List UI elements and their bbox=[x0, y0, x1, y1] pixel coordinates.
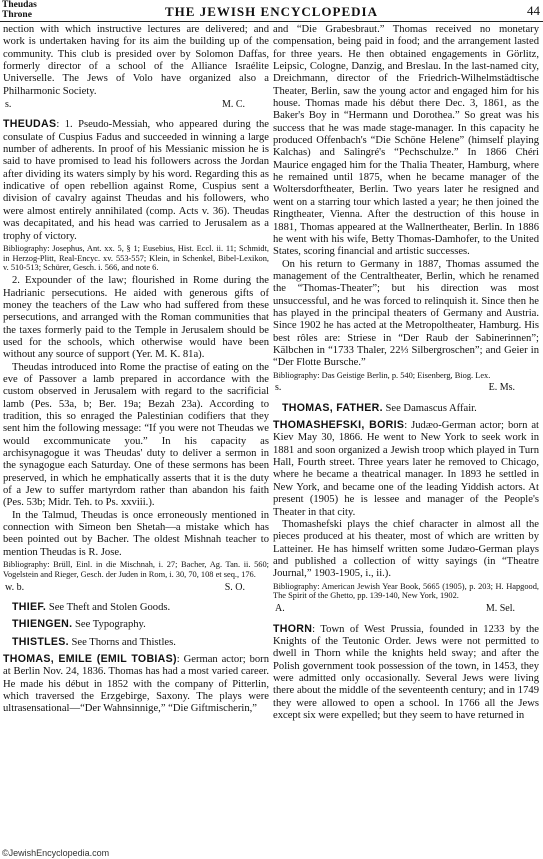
headword: THOMASHEFSKI, BORIS bbox=[273, 419, 405, 432]
entry-thomas-father bbox=[273, 402, 539, 415]
initials: A. bbox=[275, 603, 285, 615]
paragraph: and “Die Grabesbraut.” Thomas received no monetary compensation, being paid in food; and the arrangement lasted for three years. He then obtained engagements in Görlitz, Leipsic, Cologne, Danzig, and Breslau. In the last-named city, Dreichmann, director of the Friedrich-Wilhelmstädtische Theater, Berlin, saw the young actor and engaged him for his house. Thomas made his début there Dec. 3, 1861, as the Baker's Boy in “Hermann und Dorothea.” So great was his success that he was made stage-manager. In this capacity he produced Offenbach's “Die Schöne Helene” (himself playing Kalchas) and Salingré's “Pechschulze.” In 1866 Chéri Maurice engaged him for the Thalia Theater, Hamburg, where he remained until 1875, when he became manager of the Woltersdorftheater, Berlin. Two years later he resigned and went on a starring tour which lasted a year; he then joined the Ringtheater, Vienna. After the destruction of this house in 1881, Thomas appeared at the Wallnertheater, Berlin. In 1886 he went with his wife, Betty Thomas-Damhofer, to the United States, scoring financial and artistic successes. bbox=[273, 24, 539, 258]
cross-reference-link[interactable]: See Damascus Affair. bbox=[382, 402, 477, 414]
entry-text: : 1. Pseudo-Messiah, who appeared during the consulate of Cuspius Fadus and succeeded in winning a large number of adherents. In proof of his Messianic mission he is said to have promised to lead his followers across the Jordan after dividing its waters simply by his word. Regarding this as indicative of open rebellion against Rome, Cuspius sent a division of cavalry against Theudas and his followers, who were almost entirely annihilated (comp. Acts v. 36). Theudas was decapitated, and his head was carried to Jerusalem as a trophy of victory. bbox=[3, 119, 269, 242]
entry-thistles bbox=[3, 636, 269, 649]
headword: THEUDAS bbox=[3, 118, 57, 131]
initials: s. bbox=[5, 99, 12, 111]
cross-reference-link[interactable]: See Thorns and Thistles. bbox=[68, 636, 176, 648]
headword: THOMAS, EMILE (EMIL TOBIAS) bbox=[3, 653, 177, 666]
entry-text: : Town of West Prussia, founded in 1233 by the Knights of the Teutonic Order. Jews were not permitted to dwell in Thorn while the knights held sway; and after the Polish government took possession of the town, in 1453, they were admitted only occasionally. Several Jews were living there about the middle of the seventeenth century; and in 1749 they were allowed to open a school. In 1766 all the Jews except six were expelled; but they seem to have returned in bbox=[273, 623, 539, 721]
bibliography: Bibliography: Das Geistige Berlin, p. 540; Eisenberg, Biog. Lex. bbox=[273, 370, 491, 380]
cross-reference-link[interactable]: See Typography. bbox=[72, 619, 146, 631]
entry-text: : Judæo-German actor; born at Kiev May 30, 1866. He went to New York to seek work in 1881 and soon organized a Jewish troop which played in Turn Hall, Fourth street. Three years later he removed to Chicago, where he became a theatrical manager. In 1893 he settled in New York, and became one of the leading Yiddish actors. At present (1905) he is lessee and manager of the People's Theater in that city. bbox=[273, 420, 539, 518]
headword: THORN bbox=[273, 622, 313, 635]
cross-reference-link[interactable]: See Theft and Stolen Goods. bbox=[46, 602, 171, 614]
author-signature: S. O. bbox=[224, 581, 245, 593]
right-column bbox=[273, 24, 539, 722]
author-signature: E. Ms. bbox=[488, 382, 515, 394]
signature-line bbox=[273, 603, 539, 615]
page-number: 44 bbox=[527, 3, 540, 18]
initials: s. bbox=[275, 382, 282, 394]
entry-thief bbox=[3, 601, 269, 614]
bibliography: Bibliography: Brüll, Einl. in die Mischnah, i. 27; Bacher, Ag. Tan. ii. 560; Vogelstein and Rieger, Gesch. der Juden in Rom, i. 30, 70, 108 et seq., 176. bbox=[3, 560, 269, 579]
entry-thorn bbox=[273, 623, 539, 723]
paragraph: In the Talmud, Theudas is once erroneously mentioned in connection with Simeon ben Shetah—a mistake which has been pointed out by Bacher. The oldest Mishnah teacher to mention Theudas is R. Jose. bbox=[3, 509, 269, 558]
entry-thomashefski bbox=[273, 419, 539, 519]
headword: THOMAS, FATHER. bbox=[282, 401, 383, 414]
bibliography: Bibliography: Josephus, Ant. xx. 5, § 1; Eusebius, Hist. Eccl. ii. 11; Schmidt, in Herzog-Plitt, Real-Encyc. xv. 553-557; Klein, in Schenkel, Bibel-Lexikon, v. 510-513; Schürer, Gesch. i. 566, and note 6. bbox=[3, 243, 269, 273]
page-header bbox=[0, 0, 543, 22]
entry-thiengen bbox=[3, 618, 269, 631]
initials: w. b. bbox=[5, 581, 25, 593]
signature-line bbox=[273, 382, 539, 394]
headword: THIENGEN. bbox=[12, 618, 73, 631]
headword: THISTLES. bbox=[12, 635, 69, 648]
paragraph: nection with which instructive lectures are delivered; and work is undertaken having for its aim the building up of the community. This club is presided over by Solomon Daffas, formerly director of a school of the Alliance Israélite Universelle. The Jews of Volo have organized also a Philharmonic Society. bbox=[3, 24, 269, 97]
signature-line bbox=[3, 99, 269, 111]
paragraph: 2. Expounder of the law; flourished in Rome during the Hadrianic persecutions. He aided with generous gifts of money the teachers of the Law who had suffered from these persecutions, and arranged with the Roman communities that the taxes formerly paid to the Temple in Jerusalem should be used for the schools, which otherwise would have been without any source of support (Yer. M. K. 81a). bbox=[3, 275, 269, 361]
left-column bbox=[3, 24, 269, 716]
paragraph: On his return to Germany in 1887, Thomas assumed the management of the Centraltheater, Berlin, which he renamed the “Thomas-Theater”; but his direction was most unsuccessful, and he was forced to relinquish it. Since then he has played in the principal theaters of Germany and Austria. Since 1902 he has acted at the Metropoltheater, Hamburg. His best rôles are: Striese in “Der Raub der Sabinerinnen”; Kälbchen in “1733 Thaler, 22⅓ Silbergroschen”; and Geier in “Der Flotte Bursche.” bbox=[273, 258, 539, 369]
journal-title: THE JEWISH ENCYCLOPEDIA bbox=[165, 4, 378, 19]
entry-text: : German actor; born at Berlin Nov. 24, 1836. Thomas has had a most varied career. He made his début in 1852 with the company of Pitterlin, which traversed the Erzgebirge, Saxony. The plays were ultrasensational—“Der Wahnsinnige,” “Die Giftmischerin,” bbox=[3, 654, 269, 715]
running-head: Theudas Throne bbox=[2, 0, 37, 20]
entry-theudas bbox=[3, 118, 269, 242]
entry-thomas-emile bbox=[3, 653, 269, 716]
author-signature: M. Sel. bbox=[485, 603, 515, 615]
signature-line bbox=[3, 582, 269, 594]
bibliography: Bibliography: American Jewish Year Book, 5665 (1905), p. 203; H. Hapgood, The Spirit of the Ghetto, pp. 139-140, New York, 1902. bbox=[273, 581, 539, 601]
site-credit[interactable]: ©JewishEncyclopedia.com bbox=[2, 848, 110, 858]
header-rule bbox=[0, 21, 543, 22]
paragraph: Thomashefski plays the chief character in almost all the pieces produced at his theater, most of which are written by Latteiner. He has himself written some Judæo-German plays and published a collection of witty sayings (in “Theatre Journal,” 1903-1905, i., ii.). bbox=[273, 518, 539, 580]
author-signature: M. C. bbox=[221, 99, 245, 111]
headword: THIEF. bbox=[12, 601, 47, 614]
paragraph: Theudas introduced into Rome the practise of eating on the eve of Passover a lamb prepared in accordance with the custom observed in Jerusalem with regard to the sacrificial lamb (Pes. 53a, b; Ber. 19a; Bezah 23a). According to tradition, this so enraged the Palestinian codifiers that they sent him the following message: “If you were not Theudas we would excommunicate you.” In his capacity as archisynagogue it was Theudas' duty to deliver a sermon in the synagogue each Saturday. One of these sermons has been preserved, in which he emphatically asserts that it is the duty of a Jew to suffer martyrdom rather than abandon his faith (Pes. 53b; Midr. Teh. to Ps. xxviii.). bbox=[3, 361, 269, 509]
